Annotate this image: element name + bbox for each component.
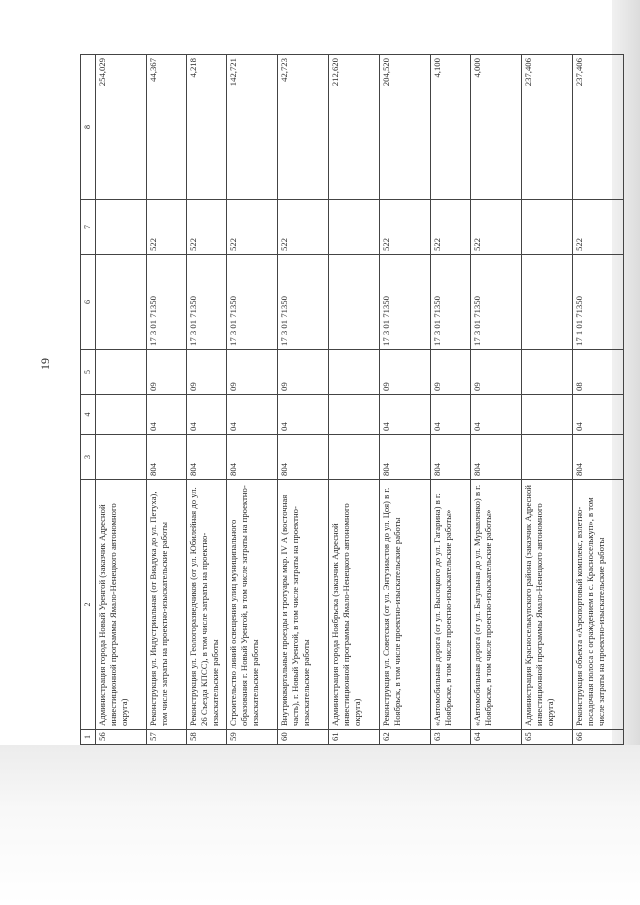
cell-section: 04 bbox=[431, 395, 471, 435]
table-row bbox=[147, 55, 187, 745]
cell-section: 04 bbox=[187, 395, 227, 435]
cell-amount: 142,721 bbox=[227, 55, 278, 200]
cell-target-article: 17 3 01 71350 bbox=[431, 255, 471, 350]
cell-expense-type: 522 bbox=[431, 200, 471, 255]
rotated-table-container bbox=[80, 55, 606, 745]
row-number: 56 bbox=[96, 730, 147, 745]
cell-section: 04 bbox=[278, 395, 329, 435]
cell-expense-type bbox=[522, 200, 573, 255]
cell-subsection: 09 bbox=[471, 350, 522, 395]
cell-expense-type: 522 bbox=[278, 200, 329, 255]
cell-expense-type: 522 bbox=[187, 200, 227, 255]
row-name: «Автомобильная дорога (от ул. Багульная до ул. Муравленко) в г. Ноябрьске, в том числе проектно-изыскательские работы» bbox=[471, 480, 522, 730]
cell-target-article bbox=[329, 255, 380, 350]
table-row bbox=[573, 55, 624, 745]
table-row bbox=[522, 55, 573, 745]
cell-expense-type: 522 bbox=[227, 200, 278, 255]
scan-edge bbox=[0, 745, 640, 905]
table-row bbox=[471, 55, 522, 745]
cell-target-article: 17 3 01 71350 bbox=[147, 255, 187, 350]
cell-amount: 44,367 bbox=[147, 55, 187, 200]
cell-ministry bbox=[522, 435, 573, 480]
column-header: 6 bbox=[81, 255, 96, 350]
cell-target-article: 17 3 01 71350 bbox=[380, 255, 431, 350]
row-number: 58 bbox=[187, 730, 227, 745]
row-number: 60 bbox=[278, 730, 329, 745]
row-number: 63 bbox=[431, 730, 471, 745]
cell-subsection bbox=[96, 350, 147, 395]
cell-subsection: 09 bbox=[380, 350, 431, 395]
cell-section: 04 bbox=[147, 395, 187, 435]
cell-expense-type: 522 bbox=[147, 200, 187, 255]
table-row bbox=[278, 55, 329, 745]
column-header: 3 bbox=[81, 435, 96, 480]
table-row bbox=[431, 55, 471, 745]
cell-subsection bbox=[522, 350, 573, 395]
cell-subsection: 09 bbox=[147, 350, 187, 395]
cell-ministry bbox=[329, 435, 380, 480]
row-name: Администрация города Новый Уренгой (заказчик Адресной инвестиционной программы Ямало-Ненецкого автономного округа) bbox=[96, 480, 147, 730]
cell-amount: 4,100 bbox=[431, 55, 471, 200]
column-header: 2 bbox=[81, 480, 96, 730]
cell-amount: 254,029 bbox=[96, 55, 147, 200]
row-name: Реконструкция ул. Советская (от ул. Энтузиастов до ул. Цоя) в г. Ноябрьск, в том числе проектно-изыскательские работы bbox=[380, 480, 431, 730]
cell-target-article bbox=[96, 255, 147, 350]
cell-ministry: 804 bbox=[573, 435, 624, 480]
row-number: 62 bbox=[380, 730, 431, 745]
cell-ministry: 804 bbox=[380, 435, 431, 480]
cell-ministry bbox=[96, 435, 147, 480]
cell-expense-type bbox=[96, 200, 147, 255]
cell-target-article: 17 1 01 71350 bbox=[573, 255, 624, 350]
cell-section: 04 bbox=[471, 395, 522, 435]
table-header-row bbox=[81, 55, 96, 745]
cell-section: 04 bbox=[573, 395, 624, 435]
cell-subsection: 09 bbox=[431, 350, 471, 395]
row-number: 59 bbox=[227, 730, 278, 745]
table-row bbox=[96, 55, 147, 745]
cell-ministry: 804 bbox=[431, 435, 471, 480]
cell-amount: 42,723 bbox=[278, 55, 329, 200]
cell-ministry: 804 bbox=[227, 435, 278, 480]
cell-section: 04 bbox=[380, 395, 431, 435]
row-number: 64 bbox=[471, 730, 522, 745]
cell-amount: 237,406 bbox=[573, 55, 624, 200]
row-name: Реконструкция объекта «Аэропортовый комплекс, взлетно-посадочная полоса с ограждением в с. Красноселькуп», в том числе затраты на проектно-изыскательские работы bbox=[573, 480, 624, 730]
cell-amount: 212,620 bbox=[329, 55, 380, 200]
cell-subsection bbox=[329, 350, 380, 395]
cell-target-article: 17 3 01 71350 bbox=[187, 255, 227, 350]
cell-expense-type: 522 bbox=[573, 200, 624, 255]
row-number: 65 bbox=[522, 730, 573, 745]
cell-amount: 4,000 bbox=[471, 55, 522, 200]
page-number: 19 bbox=[38, 358, 52, 370]
row-name: Администрация города Ноябрьска (заказчик Адресной инвестиционной программы Ямало-Ненецкого автономного округа) bbox=[329, 480, 380, 730]
table-row bbox=[329, 55, 380, 745]
cell-amount: 237,406 bbox=[522, 55, 573, 200]
row-number: 61 bbox=[329, 730, 380, 745]
cell-section bbox=[329, 395, 380, 435]
cell-subsection: 09 bbox=[227, 350, 278, 395]
column-header: 7 bbox=[81, 200, 96, 255]
table-row bbox=[380, 55, 431, 745]
row-name: «Автомобильная дорога (от ул. Высоцкого до ул. Гагарина) в г. Ноябрьске, в том числе проектно-изыскательские работы» bbox=[431, 480, 471, 730]
cell-section: 04 bbox=[227, 395, 278, 435]
table-row bbox=[187, 55, 227, 745]
cell-ministry: 804 bbox=[147, 435, 187, 480]
cell-ministry: 804 bbox=[187, 435, 227, 480]
document-sheet bbox=[80, 55, 606, 745]
row-name: Реконструкция ул. Геологоразведчиков (от ул. Юбилейная до ул. 26 Съезда КПСС), в том числе затраты на проектно-изыскательские работы bbox=[187, 480, 227, 730]
cell-amount: 4,218 bbox=[187, 55, 227, 200]
cell-ministry: 804 bbox=[278, 435, 329, 480]
cell-ministry: 804 bbox=[471, 435, 522, 480]
cell-target-article: 17 3 01 71350 bbox=[227, 255, 278, 350]
cell-amount: 204,520 bbox=[380, 55, 431, 200]
cell-expense-type: 522 bbox=[471, 200, 522, 255]
row-number: 66 bbox=[573, 730, 624, 745]
table-row bbox=[227, 55, 278, 745]
cell-section bbox=[522, 395, 573, 435]
column-header: 8 bbox=[81, 55, 96, 200]
cell-expense-type bbox=[329, 200, 380, 255]
cell-subsection: 09 bbox=[278, 350, 329, 395]
row-name: Реконструкция ул. Индустриальная (от Виадука до ул. Петуха), том числе затраты на проектно-изыскательские работы bbox=[147, 480, 187, 730]
row-number: 57 bbox=[147, 730, 187, 745]
cell-target-article: 17 3 01 71350 bbox=[278, 255, 329, 350]
cell-section bbox=[96, 395, 147, 435]
column-header: 1 bbox=[81, 730, 96, 745]
column-header: 5 bbox=[81, 350, 96, 395]
row-name: Строительство линий освещения улиц муниципального образования г. Новый Уренгой, в том числе затраты на проектно-изыскательские работы bbox=[227, 480, 278, 730]
column-header: 4 bbox=[81, 395, 96, 435]
cell-target-article: 17 3 01 71350 bbox=[471, 255, 522, 350]
budget-table bbox=[80, 54, 624, 745]
cell-subsection: 09 bbox=[187, 350, 227, 395]
cell-target-article bbox=[522, 255, 573, 350]
row-name: Внутриквартальные проезды и тротуары мкр. IV А (восточная часть), г. Новый Уренгой, в том числе затраты на проектно-изыскательские работы bbox=[278, 480, 329, 730]
cell-expense-type: 522 bbox=[380, 200, 431, 255]
cell-subsection: 08 bbox=[573, 350, 624, 395]
row-name: Администрация Красноселькупского района (заказчик Адресной инвестиционной программы Ямало-Ненецкого автономного округа) bbox=[522, 480, 573, 730]
